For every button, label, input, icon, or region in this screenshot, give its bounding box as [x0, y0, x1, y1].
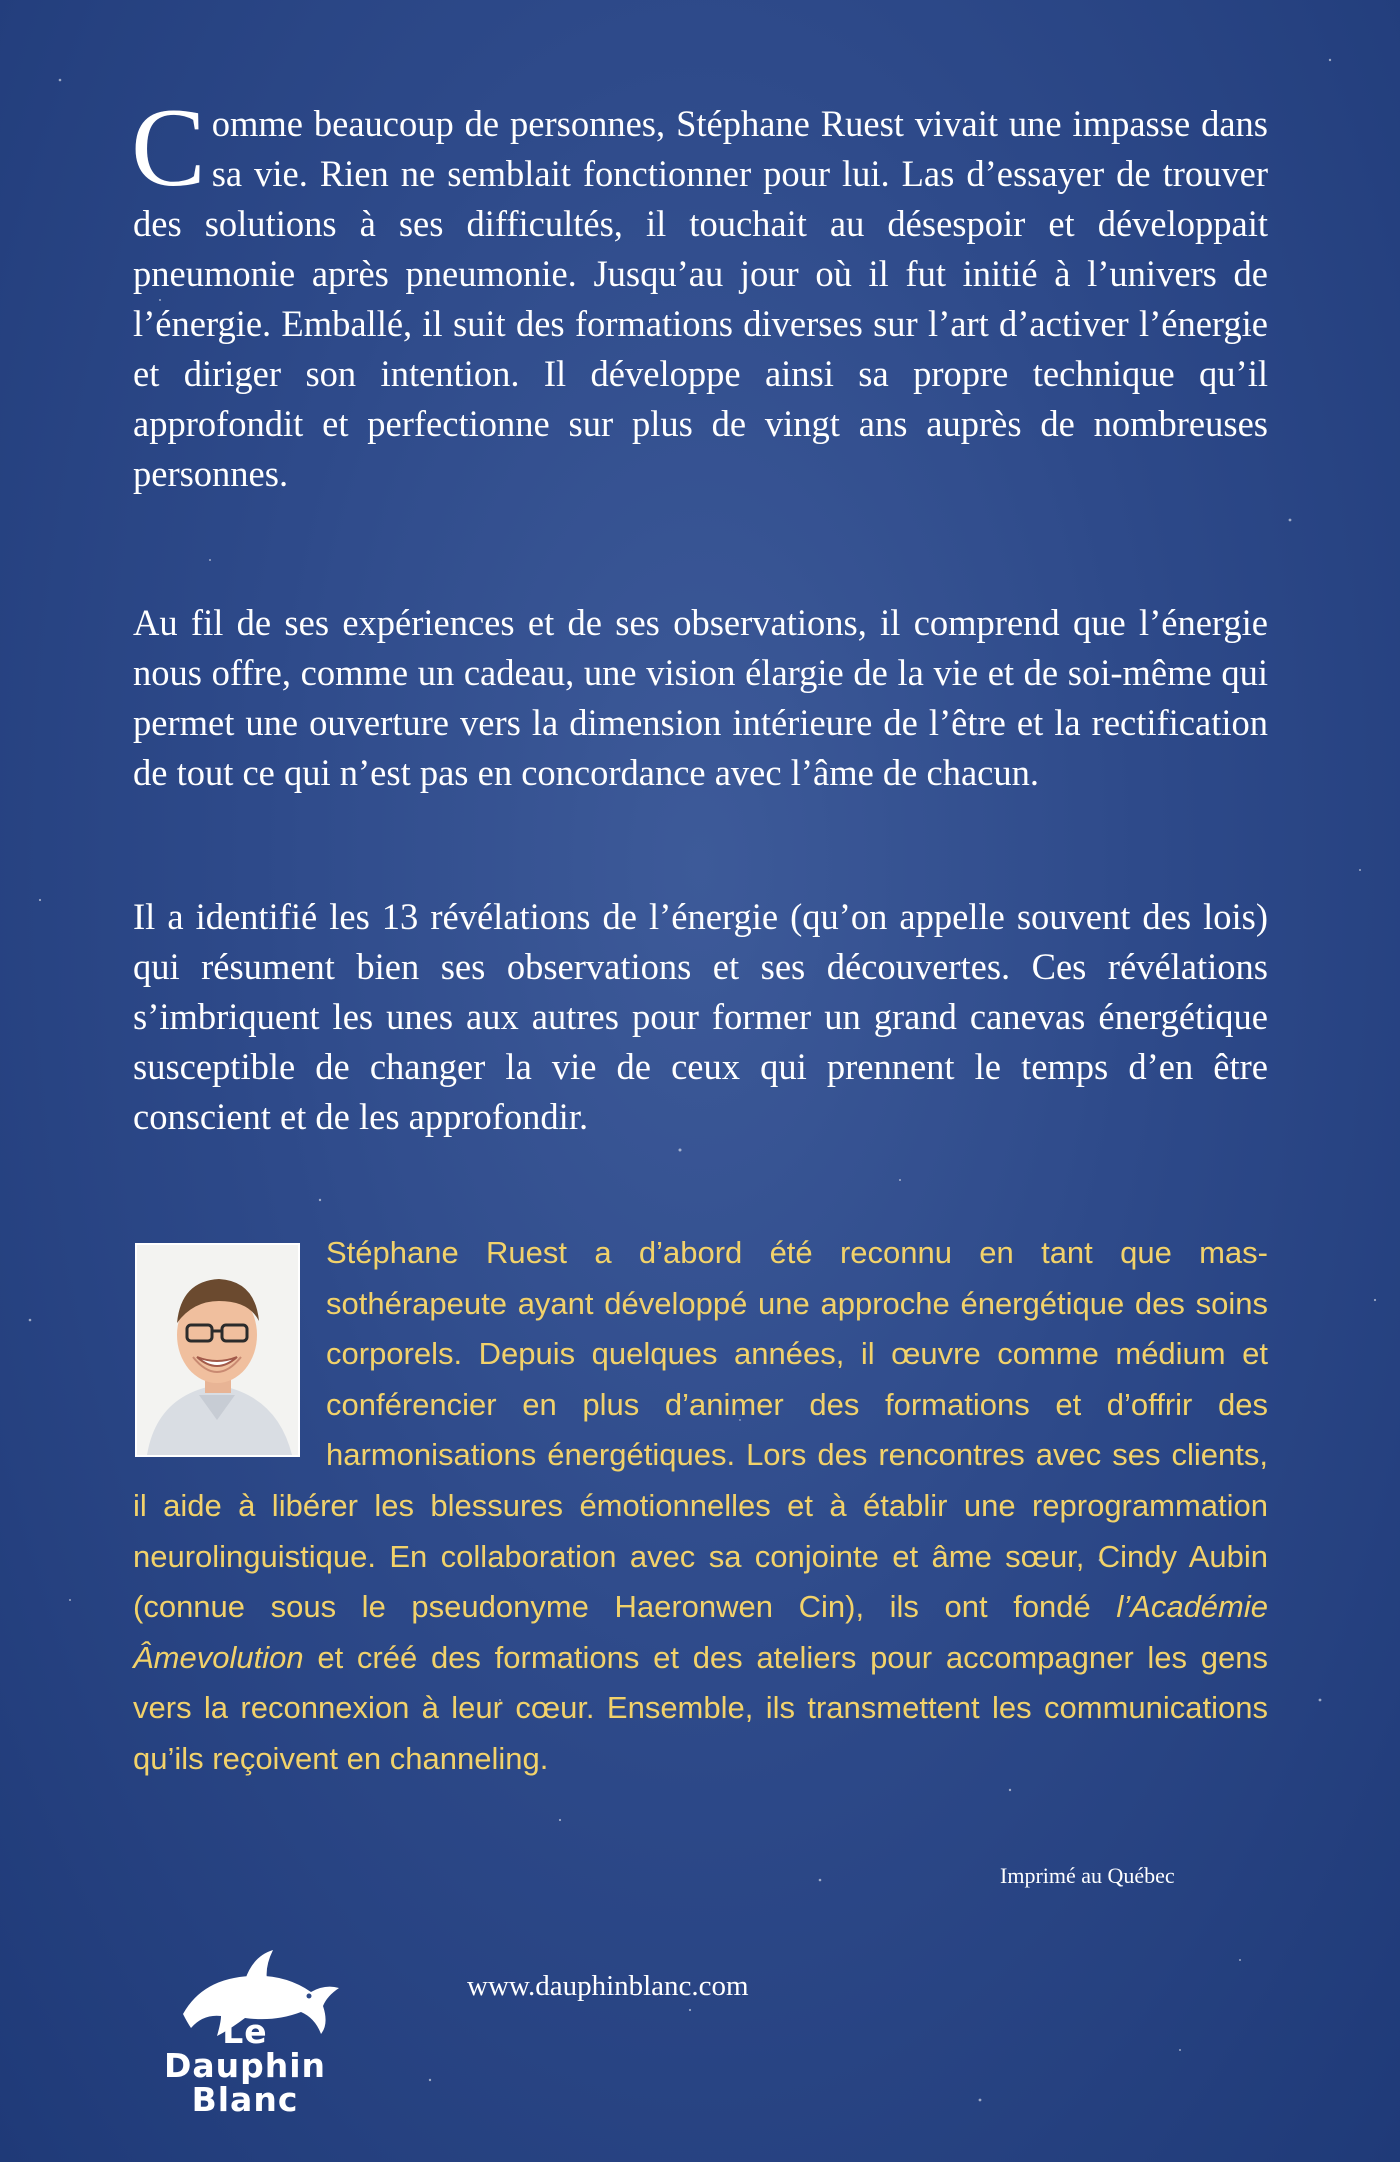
bio-text-1: Stéphane Ruest a d’abord été reconnu en tant que massothérapeute ayant développé une approche énergétique des soins corporels. Depuis quelques années, il œuvre comme médium et conférencier en plus d’animer des formations et d’offrir des harmonisations énergétiques. Lors des rencontres avec ses clients, il aide à libérer les blessures émotionnelles et à établir une reprogrammation neurolinguistique. En collaboration avec sa conjointe et âme sœur, Cindy Aubin (connue sous le pseudonyme Haeronwen Cin), ils ont fondé [133, 1235, 1268, 1625]
printed-in-quebec: Imprimé au Québec [1000, 1863, 1175, 1888]
bio-text-2: et créé des formations et des ateliers pour accompagner les gens vers la reconnexion à leur cœur. Ensemble, ils transmettent les communications qu’ils reçoivent en channeling. [133, 1639, 1268, 1776]
intro-paragraph-3: Il a identifié les 13 révélations de l’énergie (qu’on appelle souvent des lois) qui résument bien ses observations et ses découvertes. Ces révélations s’imbriquent les unes aux autres pour former un grand canevas énergétique susceptible de changer la vie de ceux qui prennent le temps d’en être conscient et de les approfondir. [133, 896, 1268, 1137]
logo-line-2: Dauphin [163, 2046, 327, 2085]
intro-paragraph-1-text: omme beaucoup de personnes, Stéphane Ruest vivait une impasse dans sa vie. Rien ne semblait fonctionner pour lui. Las d’essayer de trouver des solutions à ses difficultés, il touchait au désespoir et développait pneumonie après pneumonie. Jusqu’au jour où il fut initié à l’univers de l’énergie. Emballé, il suit des formations diverses sur l’art d’activer l’énergie et diriger son intention. Il développe ainsi sa propre technique qu’il approfondit et perfectionne sur plus de vingt ans auprès de nombreuses personnes. [133, 103, 1268, 494]
logo-line-1: Le [222, 2012, 268, 2051]
intro-paragraph-2: Au fil de ses expériences et de ses observations, il comprend que l’énergie nous offre, comme un cadeau, une vision élargie de la vie et de soi-même qui permet une ouverture vers la dimension intérieure de l’être et la rectification de tout ce qui n’est pas en concordance avec l’âme de chacun. [133, 602, 1268, 793]
drop-cap-letter: C [131, 86, 206, 210]
intro-paragraph-1 [131, 86, 1268, 499]
author-biography [133, 1228, 1268, 1785]
publisher-logo-text [125, 2012, 365, 2119]
publisher-website: www.dauphinblanc.com [467, 1970, 749, 2002]
logo-line-3: Blanc [191, 2080, 299, 2119]
academy-name: l’Académie Âmevolution [133, 1589, 1268, 1675]
